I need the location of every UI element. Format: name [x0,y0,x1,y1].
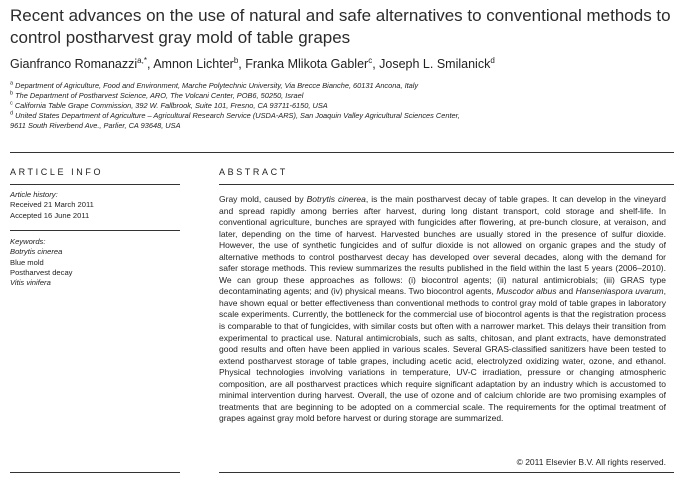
abstract-segment: Gray mold, caused by [219,194,307,204]
history-label: Article history: [10,190,58,199]
keywords-label: Keywords: [10,237,46,246]
species-name: Muscodor albus [496,286,557,297]
author-affiliation-mark: b [233,55,239,65]
affiliation-continuation [10,121,678,131]
copyright-notice: © 2011 Elsevier B.V. All rights reserved. [516,457,666,467]
keyword[interactable]: Botrytis cinerea [10,247,63,257]
species-name: Hanseniaspora uvarum [575,286,664,297]
author-name: Joseph L. Smilanick [379,57,491,71]
affiliation [10,111,678,121]
author-separator: , [372,57,380,71]
keywords-block [10,237,180,288]
history-divider [10,230,180,231]
received-date: Received 21 March 2011 [10,200,94,210]
author-name: Franka Mlikota Gabler [245,57,369,71]
affiliation-text: United States Department of Agriculture – Agricultural Research Service (USDA-ARS), San Joaquin Valley Agricultural Sciences Center, [15,111,460,121]
header-divider [10,152,674,153]
author-affiliation-mark: a,* [137,55,147,65]
article-info-heading: ARTICLE INFO [10,167,104,177]
abstract-text [219,194,666,425]
affiliation-mark: c [10,100,13,107]
abstract-segment: , is the main postharvest decay of table grapes. It can develop in the vineyard and spread rapidly among berries after harvest, during long distant transport, cold storage and shelf-life. In conventional agriculture, bunches are sprayed with fungicides after flowering, at pre-bunch closure, at veraison, and later, depending on the time of harvest. Harvested bunches are usually stored in the presence of sulfur dioxide. However, the use of synthetic fungicides and of sulfur dioxide is not allowed on organic grapes and the study of alternative methods to control postharvest decay has developed over several decades, along with the demand for safer storage methods. This review summarizes the results published in the field within the last 5 years (2006–2010). We can group these approaches as follows: (i) biocontrol agents; (ii) natural antimicrobials; (iii) GRAS type decontaminating agents; and (iv) physical means. Two biocontrol agents, [219,194,666,297]
author[interactable] [153,57,245,71]
abstract-divider [219,184,674,185]
author-name: Gianfranco Romanazzi [10,57,138,71]
keyword[interactable]: Blue mold [10,257,44,267]
affiliation-text: California Table Grape Commission, 392 W. Fallbrook, Suite 101, Fresno, CA 93711-6150, USA [14,101,328,111]
affiliation-mark: a [10,80,14,87]
affiliation-text: Department of Agriculture, Food and Environment, Marche Polytechnic University, Via Brecce Bianche, 60131 Ancona, Italy [15,81,419,90]
author[interactable] [379,57,495,71]
abstract-footer-divider [219,472,674,473]
author-separator: , [146,57,154,71]
affiliation-text: 9611 South Riverbend Ave., Parlier, CA 93648, USA [10,121,181,131]
abstract-segment: and [556,286,576,297]
author-list [10,56,678,72]
article-info-footer-divider [10,472,180,473]
article-info-divider [10,184,180,185]
author-name: Amnon Lichter [153,57,234,71]
affiliation-list [10,81,678,131]
abstract-segment: , have shown equal or better effectiveness than conventional methods to control gray mold of table grapes in laboratory scale experiments. Currently, the bottleneck for the commercial use of biocontrol agents is that the registration process is comparable to that of fungicides, with similar costs but often with a narrower market. This delays their transition from experimental to practical use. Natural antimicrobials, such as salts, chitosan, and plant extracts, have demonstrated good results and often have been applied in various scales. Several GRAS-classified sanitizers have been tested to extend postharvest storage of table grapes, including acetic acid, electrolyzed oxidizing water, ozone, and ethanol. Physical technologies involving variations in temperature, UV-C irradiation, pressure or changing atmospheric composition, are all postharvest practices which require significant adaptation by an industry which is accustomed to minimal intervention during harvest. Overall, the use of ozone and of calcium chloride are two promising examples of treatments that are beginning to be adopted on a commercial scale. The requirements for the optimal treatment of grapes against gray mold before harvest or during storage are summarized. [219,286,667,424]
affiliation-text: The Department of Postharvest Science, ARO, The Volcani Center, POB6, 50250, Israel [15,91,304,101]
author-affiliation-mark: d [490,55,495,65]
article-history [10,190,180,221]
affiliation [10,81,678,91]
author-affiliation-mark: c [368,55,373,65]
keyword[interactable]: Vitis vinifera [10,278,51,288]
affiliation [10,101,678,111]
affiliation-mark: b [10,90,14,97]
accepted-date: Accepted 16 June 2011 [10,210,90,220]
affiliation [10,91,678,101]
author[interactable] [245,57,379,71]
article-title: Recent advances on the use of natural and safe alternatives to conventional methods to control postharvest gray mold of table grapes [10,6,671,47]
species-name: Botrytis cinerea [306,194,366,204]
author-separator: , [238,57,246,71]
author[interactable] [10,57,153,71]
keyword[interactable]: Postharvest decay [10,267,73,277]
affiliation-mark: d [10,110,14,117]
abstract-heading: ABSTRACT [219,167,288,177]
